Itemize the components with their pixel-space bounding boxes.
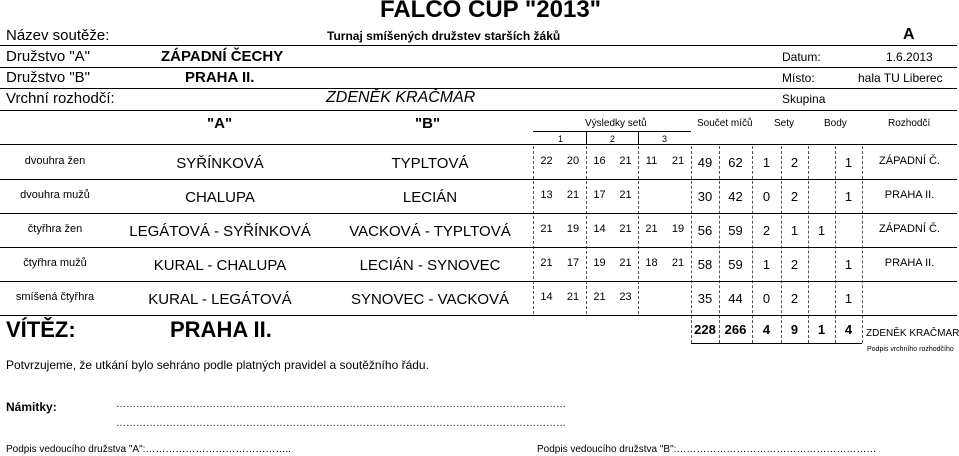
col-team-b: "B" (415, 115, 441, 132)
match-player-a: SYŘÍNKOVÁ (176, 155, 264, 172)
group-letter: A (903, 26, 915, 43)
match-type: čtyřhra mužů (23, 257, 87, 269)
sets-b: 2 (790, 155, 799, 170)
set2-b: 23 (619, 291, 632, 303)
referee-label: Vrchní rozhodčí: (6, 90, 115, 107)
match-player-a: CHALUPA (185, 189, 255, 206)
sets-a: 0 (762, 291, 771, 306)
set2-b: 21 (619, 155, 632, 167)
set2-a: 17 (593, 189, 606, 201)
match-player-a: KURAL - LEGÁTOVÁ (148, 291, 292, 308)
sets-a: 2 (762, 223, 771, 238)
page-title: FALCO CUP "2013" (380, 0, 602, 23)
set1-b: 20 (566, 155, 580, 167)
total-points-a: 228 (694, 322, 716, 337)
set2-a: 14 (593, 223, 606, 235)
total-points-b: 266 (724, 322, 747, 337)
match-player-b: LECIÁN (402, 189, 458, 206)
match-player-b: TYPLTOVÁ (391, 155, 469, 172)
match-type: smíšená čtyřhra (15, 291, 95, 303)
referee-signature-caption: Podpis vrchního rozhodčího (867, 346, 954, 353)
sets-b: 2 (790, 189, 799, 204)
col-sets: Sety (774, 118, 795, 129)
confirmation-text: Potvrzujeme, že utkání bylo sehráno podle platných pravidel a soutěžního řádu. (6, 358, 429, 372)
col-set-results: Výsledky setů (585, 118, 647, 129)
set1-b: 17 (566, 257, 580, 269)
set3-a: 21 (645, 223, 658, 235)
points-a: 56 (697, 223, 713, 238)
body-b: 1 (844, 291, 853, 306)
objections-line-1: ……………………………………………………………………………………………………………………… (116, 399, 566, 410)
set3-b: 21 (671, 155, 685, 167)
set1-a: 21 (540, 257, 553, 269)
match-type: dvouhra mužů (20, 189, 90, 201)
body-b: 1 (844, 155, 853, 170)
winner-value: PRAHA II. (170, 317, 272, 342)
points-b: 62 (728, 155, 743, 170)
points-a: 49 (697, 155, 713, 170)
set2-b: 21 (619, 223, 632, 235)
match-referee: ZÁPADNÍ Č. (879, 223, 940, 235)
team-a-label: Družstvo "A" (6, 48, 91, 65)
set2-a: 19 (593, 257, 606, 269)
set1-b: 21 (566, 189, 580, 201)
set2-b: 21 (619, 257, 632, 269)
match-referee: ZÁPADNÍ Č. (879, 155, 940, 167)
set2-b: 21 (619, 189, 632, 201)
match-type: dvouhra žen (24, 155, 86, 167)
signature-team-a: Podpis vedoucího družstva "A":…………………………………….. (6, 444, 291, 455)
points-a: 35 (697, 291, 713, 306)
match-player-b: VACKOVÁ - TYPLTOVÁ (349, 223, 511, 240)
place-value: hala TU Liberec (858, 71, 943, 85)
signature-team-b: Podpis vedoucího družstva "B":…………………………………………………… (537, 444, 877, 455)
body-b: 1 (844, 189, 853, 204)
sets-a: 1 (762, 155, 771, 170)
referee-value: ZDENĚK KRAČMAR (326, 89, 476, 106)
set2-a: 21 (593, 291, 606, 303)
set1-b: 21 (566, 291, 580, 303)
set3-a: 18 (645, 257, 658, 269)
set3-b: 19 (671, 223, 685, 235)
match-player-b: SYNOVEC - VACKOVÁ (350, 291, 510, 308)
set1-b: 19 (566, 223, 580, 235)
place-label: Místo: (782, 71, 815, 85)
sets-b: 1 (790, 223, 799, 238)
referee-signature-name: ZDENĚK KRAČMAR (866, 328, 959, 339)
body-a: 1 (817, 223, 826, 238)
sets-a: 0 (762, 189, 771, 204)
points-a: 30 (697, 189, 713, 204)
set3-b: 21 (671, 257, 685, 269)
match-type: čtyřhra žen (27, 223, 83, 235)
points-b: 59 (728, 257, 743, 272)
col-set-2: 2 (610, 134, 616, 144)
match-player-b: LECIÁN - SYNOVEC (359, 257, 501, 274)
total-sets-a: 4 (762, 322, 771, 337)
date-value: 1.6.2013 (886, 50, 933, 64)
match-referee: PRAHA II. (884, 257, 935, 269)
sets-a: 1 (762, 257, 771, 272)
team-a-value: ZÁPADNÍ ČECHY (161, 48, 284, 65)
objections-label: Námitky: (6, 400, 57, 414)
sets-b: 2 (790, 291, 799, 306)
set3-a: 11 (645, 155, 658, 167)
set2-a: 16 (593, 155, 606, 167)
team-b-label: Družstvo "B" (6, 69, 91, 86)
team-b-value: PRAHA II. (185, 69, 255, 86)
competition-label: Název soutěže: (6, 27, 110, 44)
col-team-a: "A" (207, 115, 233, 132)
winner-label: VÍTĚZ: (6, 317, 76, 342)
body-b: 1 (844, 257, 853, 272)
match-player-a: LEGÁTOVÁ - SYŘÍNKOVÁ (129, 223, 311, 240)
points-b: 44 (728, 291, 743, 306)
set1-a: 13 (540, 189, 553, 201)
total-body-b: 4 (844, 322, 853, 337)
col-rozhodci: Rozhodčí (888, 118, 931, 129)
total-sets-b: 9 (790, 322, 799, 337)
competition-value: Turnaj smíšených družstev starších žáků (327, 29, 561, 43)
col-points-sum: Součet míčů (697, 118, 753, 129)
set1-a: 22 (540, 155, 553, 167)
match-player-a: KURAL - CHALUPA (153, 257, 287, 274)
set1-a: 21 (540, 223, 553, 235)
points-b: 59 (728, 223, 743, 238)
sets-b: 2 (790, 257, 799, 272)
col-set-3: 3 (662, 134, 668, 144)
col-set-1: 1 (558, 134, 564, 144)
match-referee: PRAHA II. (884, 189, 935, 201)
col-body: Body (824, 118, 847, 129)
points-b: 42 (728, 189, 743, 204)
skupina-label: Skupina (782, 92, 826, 106)
date-label: Datum: (782, 50, 821, 64)
objections-line-2: ……………………………………………………………………………………………………………………… (116, 418, 566, 429)
points-a: 58 (697, 257, 713, 272)
total-body-a: 1 (817, 322, 826, 337)
set1-a: 14 (540, 291, 553, 303)
